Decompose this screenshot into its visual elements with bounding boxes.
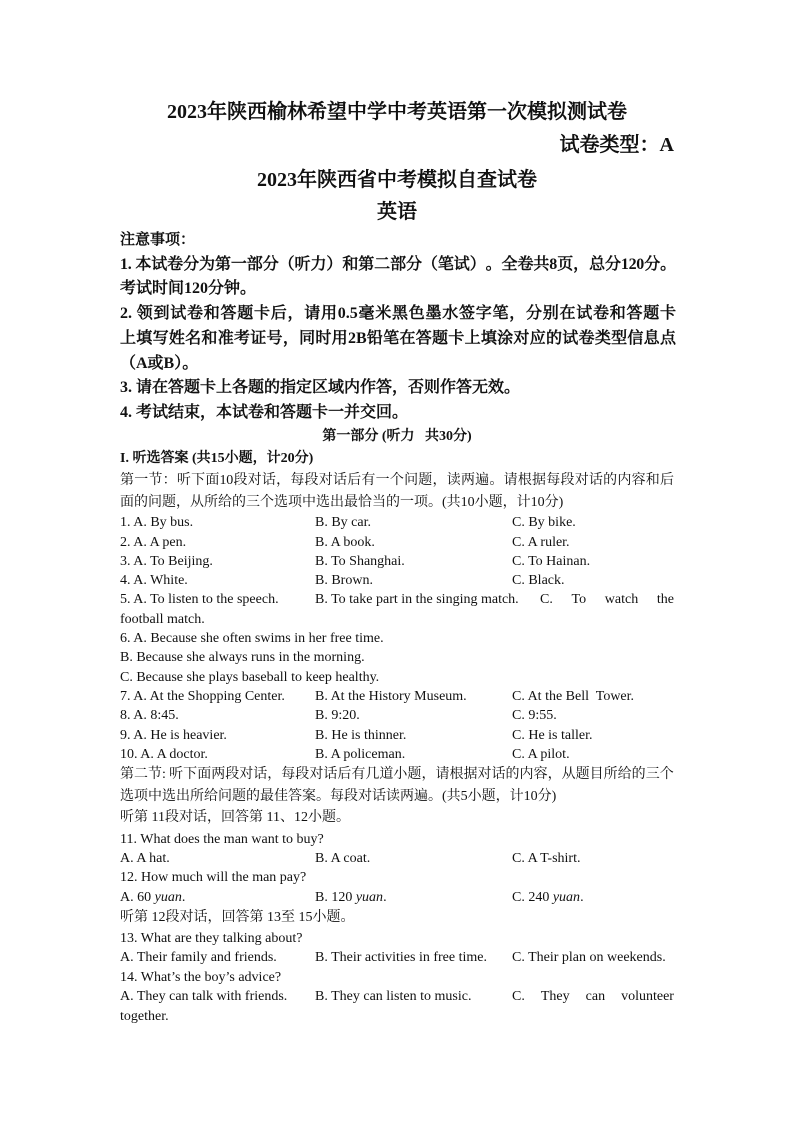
justified-token: 话 <box>253 767 267 782</box>
justified-token: 全 <box>501 256 518 273</box>
justified-token: 对 <box>513 330 530 347</box>
justified-token: 卷 <box>167 256 183 273</box>
option-b: B. 9:20. <box>315 708 360 723</box>
justified-token: 上 <box>464 330 481 347</box>
justified-token: 试 <box>562 330 579 347</box>
justified-token: 名 <box>185 330 202 347</box>
option-a: A. They can talk with friends. <box>120 989 288 1004</box>
question-14-options <box>0 987 794 1024</box>
notes-line-3: 3. 请在答题卡上各题的指定区域内作答，否则作答无效。 <box>120 379 521 396</box>
justified-token: 内 <box>617 473 632 488</box>
question-13-options <box>0 948 794 968</box>
option-c: C. To Hainan. <box>512 554 591 569</box>
justified-token: 写 <box>152 330 169 347</box>
justified-token: 答 <box>626 305 643 322</box>
option-c: C. A T-shirt. <box>512 851 581 866</box>
justified-token: 对 <box>247 473 262 488</box>
option-c <box>540 590 674 610</box>
justified-token: 为 <box>199 256 215 273</box>
notes-heading: 注意事项： <box>120 232 196 248</box>
justified-token: 话 <box>332 473 347 488</box>
justified-token: C. <box>540 592 557 607</box>
justified-token: 两 <box>460 473 475 488</box>
justified-token: 题 <box>418 473 432 488</box>
option-c: C. Their plan on weekends. <box>512 950 666 965</box>
justified-token: 部 <box>246 256 263 273</box>
option-a: 5. A. To listen to the speech. <box>120 592 279 607</box>
justified-token: 用 <box>320 305 337 322</box>
question-stem: 14. What’s the boy’s advice? <box>120 970 282 985</box>
justified-token: 题 <box>643 305 660 322</box>
justified-token: 点 <box>659 330 676 347</box>
question-stem: 13. What are they talking about? <box>120 931 303 946</box>
justified-token: 两 <box>211 767 225 782</box>
justified-token: 同 <box>299 330 316 347</box>
option-text: C. 240 <box>512 890 553 905</box>
question-4 <box>0 571 794 591</box>
justified-token: 分 <box>183 256 199 273</box>
question-5 <box>0 590 794 627</box>
option-b: B. He is thinner. <box>315 728 407 743</box>
justified-token: 和 <box>645 473 660 488</box>
justified-token: 签 <box>458 305 475 322</box>
justified-token: 0.5 <box>337 305 358 322</box>
justified-token: 目 <box>589 767 604 782</box>
option-a: 3. A. To Beijing. <box>120 554 213 569</box>
justified-token: 个 <box>659 767 674 782</box>
justified-token: 二 <box>374 256 390 273</box>
justified-token: 段 <box>304 473 319 488</box>
justified-token: 1. <box>120 256 136 273</box>
option-c: C. A pilot. <box>512 747 570 762</box>
justified-token: 每 <box>290 473 305 488</box>
question-12-options <box>0 888 794 908</box>
justified-token: 话 <box>261 473 276 488</box>
justified-token: 证 <box>250 330 267 347</box>
option-a: 8. A. 8:45. <box>120 708 179 723</box>
justified-token: 话 <box>588 473 603 488</box>
justified-token: 请 <box>435 767 450 782</box>
justified-token: 面 <box>197 767 211 782</box>
justified-token: 的 <box>631 767 646 782</box>
justified-token: ， <box>509 305 526 322</box>
justified-token: 共 <box>533 256 550 273</box>
justified-token: 填 <box>136 330 153 347</box>
option-b: B. By car. <box>315 515 371 530</box>
justified-token: 根 <box>517 473 532 488</box>
justified-token: ， <box>276 473 290 488</box>
justified-token: 题 <box>407 767 422 782</box>
justified-token: 填 <box>480 330 497 347</box>
justified-token: 三 <box>645 767 660 782</box>
justified-token: 答 <box>415 330 432 347</box>
justified-token: 应 <box>529 330 546 347</box>
justified-token: 。 <box>485 256 502 273</box>
option-a: 6. A. Because she often swims in her free time. <box>120 631 384 646</box>
option-c: C. By bike. <box>512 515 576 530</box>
exam-subtitle: 2023年陕西省中考模拟自查试卷 <box>257 169 537 191</box>
justified-token: 试 <box>151 256 167 273</box>
paper-type-label: 试卷类型：A <box>559 134 674 156</box>
justified-token: 字 <box>475 305 492 322</box>
justified-token: 每 <box>546 473 560 488</box>
justified-token: 二 <box>134 767 148 782</box>
justified-token: 2. <box>120 305 136 322</box>
currency-unit: yuan <box>355 890 384 905</box>
justified-token: 准 <box>217 330 234 347</box>
question-1 <box>0 513 794 533</box>
justified-token: 涂 <box>497 330 514 347</box>
question-8 <box>0 706 794 726</box>
justified-token: 题 <box>432 330 449 347</box>
notes-line-4: 4. 考试结束，本试卷和答题卡一并交回。 <box>120 404 409 421</box>
justified-token: 力 <box>310 256 327 273</box>
justified-token: 色 <box>408 305 425 322</box>
justified-token: 分 <box>644 256 660 273</box>
question-3 <box>0 552 794 572</box>
justified-token: 对 <box>309 767 324 782</box>
justified-token: 。 <box>660 256 676 273</box>
justified-token: ， <box>573 256 589 273</box>
option-b: B. Brown. <box>315 573 373 588</box>
option-b: B. Their activities in free time. <box>315 950 487 965</box>
justified-token: ， <box>547 767 562 782</box>
dialogue-intro: 听第 12段对话，回答第 13至 15小题。 <box>120 910 355 925</box>
justified-token: can <box>585 989 609 1004</box>
justified-token: 话 <box>491 767 506 782</box>
option-b: B. A coat. <box>315 851 371 866</box>
justified-token: 从 <box>561 767 576 782</box>
justified-token: 卷 <box>578 330 595 347</box>
justified-token: 黑 <box>391 305 408 322</box>
justified-token: 段 <box>560 473 575 488</box>
justified-token: 分 <box>525 305 542 322</box>
option-a: 10. A. A doctor. <box>120 747 208 762</box>
justified-token: 一 <box>230 256 247 273</box>
justified-token: 对 <box>574 473 589 488</box>
justified-token: 容 <box>631 473 646 488</box>
justified-token: the <box>656 592 674 607</box>
option-b: B. A policeman. <box>315 747 406 762</box>
justified-token: 试 <box>170 305 187 322</box>
justified-token: 总 <box>589 256 605 273</box>
justified-token: 话 <box>323 767 338 782</box>
justified-token: 水 <box>442 305 459 322</box>
option-c: C. Black. <box>512 573 565 588</box>
justified-token: 页 <box>557 256 573 273</box>
justified-token: 后 <box>347 473 361 488</box>
justified-token: ， <box>432 473 447 488</box>
option-c <box>512 987 674 1007</box>
justified-token: 分 <box>604 256 621 273</box>
justified-token: 段 <box>233 473 248 488</box>
justified-token: 所 <box>603 767 618 782</box>
justified-token: 节 <box>148 473 163 488</box>
justified-token: 第 <box>214 256 231 273</box>
option-a: A. Their family and friends. <box>120 950 277 965</box>
justified-token: （ <box>278 256 295 273</box>
option-b: B. At the History Museum. <box>315 689 467 704</box>
option-a <box>120 888 185 908</box>
notes-line-1 <box>120 253 676 277</box>
justified-token: 问 <box>404 473 418 488</box>
option-a: 1. A. By bus. <box>120 515 194 530</box>
currency-unit: yuan <box>552 890 581 905</box>
option-b: B. Because she always runs in the morning. <box>120 650 365 665</box>
option-a: A. A hat. <box>120 851 170 866</box>
option-b: B. They can listen to music. <box>315 989 472 1004</box>
justified-token: 试 <box>453 256 470 273</box>
dialogue-intro: 听第 11段对话，回答第 11、12小题。 <box>120 810 350 825</box>
justified-token: 一 <box>134 473 148 488</box>
justified-token: ， <box>421 767 436 782</box>
option-c: C. He is taller. <box>512 728 593 743</box>
justified-token: （ <box>421 256 438 273</box>
justified-token: 一 <box>375 473 390 488</box>
subject-title: 英语 <box>377 201 417 223</box>
justified-token: 小 <box>393 767 408 782</box>
justified-token: 段 <box>225 767 239 782</box>
justified-token: 对 <box>477 767 492 782</box>
question-11-options <box>0 849 794 869</box>
justified-token: 笔 <box>383 330 400 347</box>
justified-token: 根 <box>449 767 464 782</box>
option-a: 2. A. A pen. <box>120 535 187 550</box>
justified-token: 和 <box>201 330 218 347</box>
justified-token: To <box>571 592 590 607</box>
question-stem: 12. How much will the man pay? <box>120 870 307 885</box>
question-9 <box>0 726 794 746</box>
option-punct: . <box>383 890 387 905</box>
justified-token: 型 <box>611 330 628 347</box>
justified-token: 分 <box>406 256 422 273</box>
option-punct: . <box>181 890 186 905</box>
justified-token: 下 <box>191 473 205 488</box>
justified-token: 卷 <box>592 305 609 322</box>
justified-token: 息 <box>643 330 660 347</box>
justified-token: 在 <box>399 330 416 347</box>
justified-token: watch <box>604 592 642 607</box>
justified-token: 给 <box>617 767 632 782</box>
justified-token: ） <box>326 256 343 273</box>
justified-token: 号 <box>266 330 283 347</box>
justified-token: 遍 <box>475 473 489 488</box>
justified-token: 段 <box>295 767 309 782</box>
justified-token: 有 <box>351 767 366 782</box>
justified-token: 道 <box>379 767 394 782</box>
justified-token: 和 <box>203 305 220 322</box>
justified-token: ， <box>282 330 299 347</box>
section2-instructions <box>120 765 674 785</box>
question-7 <box>0 687 794 707</box>
section2-instructions-cont: 选项中选出所给问题的最佳答案。每段对话读两遍。(共5小题，计10分) <box>120 789 557 804</box>
justified-token: 考 <box>233 330 250 347</box>
justified-token: 后 <box>337 767 352 782</box>
justified-token: 铅 <box>366 330 383 347</box>
justified-token: 听 <box>169 767 183 782</box>
justified-token: 别 <box>542 305 559 322</box>
justified-token: 和 <box>609 305 626 322</box>
justified-token: 面 <box>205 473 220 488</box>
question-6 <box>0 629 794 685</box>
justified-token: C. <box>512 989 529 1004</box>
justified-token: ， <box>267 767 281 782</box>
justified-token: 几 <box>365 767 380 782</box>
option-a: 4. A. White. <box>120 573 188 588</box>
notes-line-2 <box>120 302 676 326</box>
justified-token: 用 <box>331 330 348 347</box>
justified-token: 有 <box>361 473 376 488</box>
justified-token: 对 <box>239 767 253 782</box>
justified-token: 对 <box>318 473 333 488</box>
justified-token: 第 <box>358 256 374 273</box>
option-b: B. To Shanghai. <box>315 554 405 569</box>
justified-token: 上 <box>120 330 137 347</box>
justified-token: 的 <box>505 767 520 782</box>
justified-token: 墨 <box>425 305 442 322</box>
justified-token: 后 <box>270 305 287 322</box>
justified-token: 第 <box>120 767 134 782</box>
justified-token: ： <box>162 473 177 488</box>
option-b: B. A book. <box>315 535 375 550</box>
justified-token: 8 <box>549 256 557 273</box>
justified-token: 米 <box>375 305 392 322</box>
justified-token: 卡 <box>448 330 465 347</box>
justified-token: 10 <box>219 473 233 488</box>
option-a: 9. A. He is heavier. <box>120 728 227 743</box>
part-heading: 第一部分 (听力 共30分) <box>322 429 472 444</box>
notes-line-2-cont <box>120 327 676 351</box>
justified-token: 毫 <box>358 305 375 322</box>
justified-token: 卡 <box>659 305 676 322</box>
justified-token: 笔 <box>492 305 509 322</box>
justified-token: 信 <box>627 330 644 347</box>
justified-token: 听 <box>294 256 311 273</box>
justified-token: 到 <box>153 305 170 322</box>
option-c: C. A ruler. <box>512 535 570 550</box>
justified-token: 本 <box>135 256 152 273</box>
justified-token: 容 <box>533 767 548 782</box>
justified-token: 卷 <box>517 256 534 273</box>
justified-token: 第 <box>120 473 134 488</box>
justified-token: 内 <box>519 767 534 782</box>
justified-token: : <box>162 767 169 782</box>
option-punct: . <box>580 890 584 905</box>
justified-token: They <box>540 989 574 1004</box>
justified-token: 答 <box>220 305 237 322</box>
justified-token: 每 <box>281 767 295 782</box>
justified-token: 据 <box>532 473 546 488</box>
question-stem: 11. What does the man want to buy? <box>120 832 324 847</box>
option-c: C. Because she plays baseball to keep healthy. <box>120 670 380 685</box>
section-title: I. 听选答案 (共15小题，计20分) <box>120 451 314 466</box>
justified-token: 时 <box>315 330 332 347</box>
question-2 <box>0 533 794 553</box>
option-text: A. 60 <box>120 890 155 905</box>
option-c-continuation: football match. <box>120 612 205 627</box>
question-10 <box>0 745 794 765</box>
currency-unit: yuan <box>154 890 182 905</box>
notes-line-1-cont: 考试时间120分钟。 <box>120 280 257 297</box>
option-c: C. 9:55. <box>512 708 557 723</box>
justified-token: 据 <box>463 767 478 782</box>
justified-token: 试 <box>576 305 593 322</box>
justified-token: 后 <box>660 473 674 488</box>
notes-line-2-end: （A或B）。 <box>120 355 199 372</box>
justified-token: ） <box>469 256 486 273</box>
justified-token: 卡 <box>253 305 270 322</box>
justified-token: 2B <box>347 330 367 347</box>
justified-token: 笔 <box>437 256 454 273</box>
justified-token: 读 <box>446 473 461 488</box>
justified-token: volunteer <box>621 989 674 1004</box>
section1-instructions <box>120 471 674 491</box>
justified-token: 120 <box>620 256 645 273</box>
justified-token: 分 <box>262 256 279 273</box>
option-b <box>315 888 387 908</box>
justified-token: 的 <box>545 330 562 347</box>
justified-token: 卷 <box>186 305 203 322</box>
justified-token: 请 <box>304 305 321 322</box>
justified-token: 请 <box>503 473 518 488</box>
justified-token: 题 <box>575 767 590 782</box>
exam-title: 2023年陕西榆林希望中学中考英语第一次模拟测试卷 <box>167 101 627 123</box>
justified-token: 。 <box>489 473 504 488</box>
justified-token: 和 <box>342 256 359 273</box>
justified-token: 节 <box>148 767 162 782</box>
justified-token: 听 <box>176 473 191 488</box>
justified-token: 部 <box>390 256 406 273</box>
justified-token: 题 <box>237 305 254 322</box>
option-c <box>512 888 584 908</box>
option-text: B. 120 <box>315 890 356 905</box>
justified-token: 类 <box>594 330 611 347</box>
option-b: B. To take part in the singing match. <box>315 592 519 607</box>
option-a: 7. A. At the Shopping Center. <box>120 689 285 704</box>
option-c: C. At the Bell Tower. <box>512 689 635 704</box>
justified-token: 在 <box>559 305 576 322</box>
justified-token: 下 <box>183 767 197 782</box>
section1-instructions-cont: 面的问题，从所给的三个选项中选出最恰当的一项。(共10小题，计10分) <box>120 495 564 510</box>
justified-token: 领 <box>136 305 153 322</box>
justified-token: 的 <box>603 473 617 488</box>
justified-token: ， <box>287 305 304 322</box>
justified-token: 姓 <box>168 330 185 347</box>
option-c-continuation: together. <box>120 1009 169 1024</box>
justified-token: 个 <box>389 473 404 488</box>
